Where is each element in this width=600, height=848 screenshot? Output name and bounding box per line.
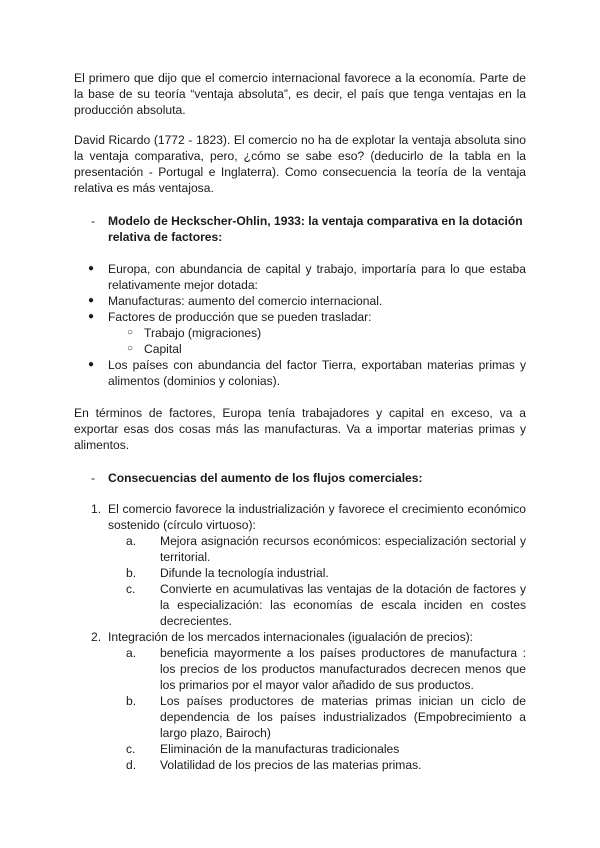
heading-heckscher-ohlin: [74, 213, 526, 245]
heading-text: Consecuencias del aumento de los flujos comerciales:: [108, 471, 423, 485]
bullet-marker: ●: [88, 263, 95, 274]
sub-list-item: [74, 325, 526, 341]
circle-bullet-marker: ○: [127, 343, 134, 354]
lettered-list: [108, 645, 526, 773]
numbered-item: [74, 629, 526, 773]
bullet-list-factors-cont: [74, 357, 526, 389]
item-letter: a.: [126, 534, 137, 548]
numbered-item: [74, 501, 526, 629]
lettered-item: [108, 565, 526, 581]
lettered-item-text: Mejora asignación recursos económicos: especialización sectorial y territorial.: [160, 534, 526, 564]
item-letter: d.: [126, 758, 137, 772]
item-letter: b.: [126, 566, 137, 580]
numbered-item-text: Integración de los mercados internacionales (igualación de precios):: [108, 630, 474, 644]
list-item-text: Los países con abundancia del factor Tierra, exportaban materias primas y alimentos (dominios y colonias).: [108, 358, 526, 388]
paragraph-ventaja-absoluta: El primero que dijo que el comercio internacional favorece a la economía. Parte de la base de su teoría “ventaja absoluta”, es decir, el país que tenga ventajas en la producción absoluta.: [74, 71, 526, 117]
item-letter: b.: [126, 694, 137, 708]
lettered-item-text: Volatilidad de los precios de las materias primas.: [160, 758, 422, 772]
list-item: [74, 309, 526, 325]
item-letter: c.: [126, 742, 136, 756]
sub-list-item-text: Capital: [144, 342, 182, 356]
lettered-item: [108, 533, 526, 565]
heading-consecuencias: [74, 470, 526, 486]
sub-list-item: [74, 341, 526, 357]
item-number: 1.: [91, 502, 102, 516]
lettered-item-text: Difunde la tecnología industrial.: [160, 566, 329, 580]
bullet-marker: ●: [88, 311, 95, 322]
numbered-list: [74, 501, 526, 773]
list-item-text: Europa, con abundancia de capital y trabajo, importaría para lo que estaba relativamente mejor dotada:: [108, 262, 526, 292]
bullet-marker: ●: [88, 295, 95, 306]
lettered-item-text: beneficia mayormente a los países productores de manufactura : los precios de los productos manufacturados decrecen menos que los primarios por el mayor valor añadido de sus productos.: [160, 646, 526, 692]
list-item: [74, 293, 526, 309]
paragraph-david-ricardo: David Ricardo (1772 - 1823). El comercio no ha de explotar la ventaja absoluta sino la ventaja comparativa, pero, ¿cómo se sabe eso? (deducirlo de la tabla en la presentación - Portugal e Inglaterra). Como consecuencia la teoría de la ventaja relativa es más ventajosa.: [74, 133, 526, 195]
lettered-list: [108, 533, 526, 629]
item-letter: c.: [126, 582, 136, 596]
sub-list-item-text: Trabajo (migraciones): [144, 326, 262, 340]
item-number: 2.: [91, 630, 102, 644]
lettered-item: [108, 757, 526, 773]
lettered-item-text: Los países productores de materias primas inician un ciclo de dependencia de los países industrializados (Empobrecimiento a largo plazo, Bairoch): [160, 694, 526, 740]
heading-text: Modelo de Heckscher-Ohlin, 1933: la ventaja comparativa en la dotación relativa de factores:: [108, 214, 523, 244]
lettered-item: [108, 693, 526, 741]
paragraph-europa-factores: En términos de factores, Europa tenía trabajadores y capital en exceso, va a exportar esas dos cosas más las manufacturas. Va a importar materias primas y alimentos.: [74, 406, 526, 452]
lettered-item: [108, 581, 526, 629]
circle-bullet-marker: ○: [127, 327, 134, 338]
list-item-text: Factores de producción que se pueden trasladar:: [108, 310, 372, 324]
dash-marker: -: [91, 214, 96, 228]
list-item: [74, 261, 526, 293]
dash-marker: -: [91, 471, 96, 485]
lettered-item-text: Convierte en acumulativas las ventajas de la dotación de factores y la especialización: las economías de escala inciden en costes decrecientes.: [160, 582, 526, 628]
bullet-marker: ●: [88, 359, 95, 370]
list-item-text: Manufacturas: aumento del comercio internacional.: [108, 294, 383, 308]
numbered-item-text: El comercio favorece la industrialización y favorece el crecimiento económico sostenido (círculo virtuoso):: [108, 502, 526, 532]
list-item: [74, 357, 526, 389]
lettered-item: [108, 645, 526, 693]
item-letter: a.: [126, 646, 137, 660]
bullet-list-factors: [74, 261, 526, 325]
lettered-item: [108, 741, 526, 757]
lettered-item-text: Eliminación de la manufacturas tradicionales: [160, 742, 400, 756]
sub-bullet-list: [74, 325, 526, 357]
